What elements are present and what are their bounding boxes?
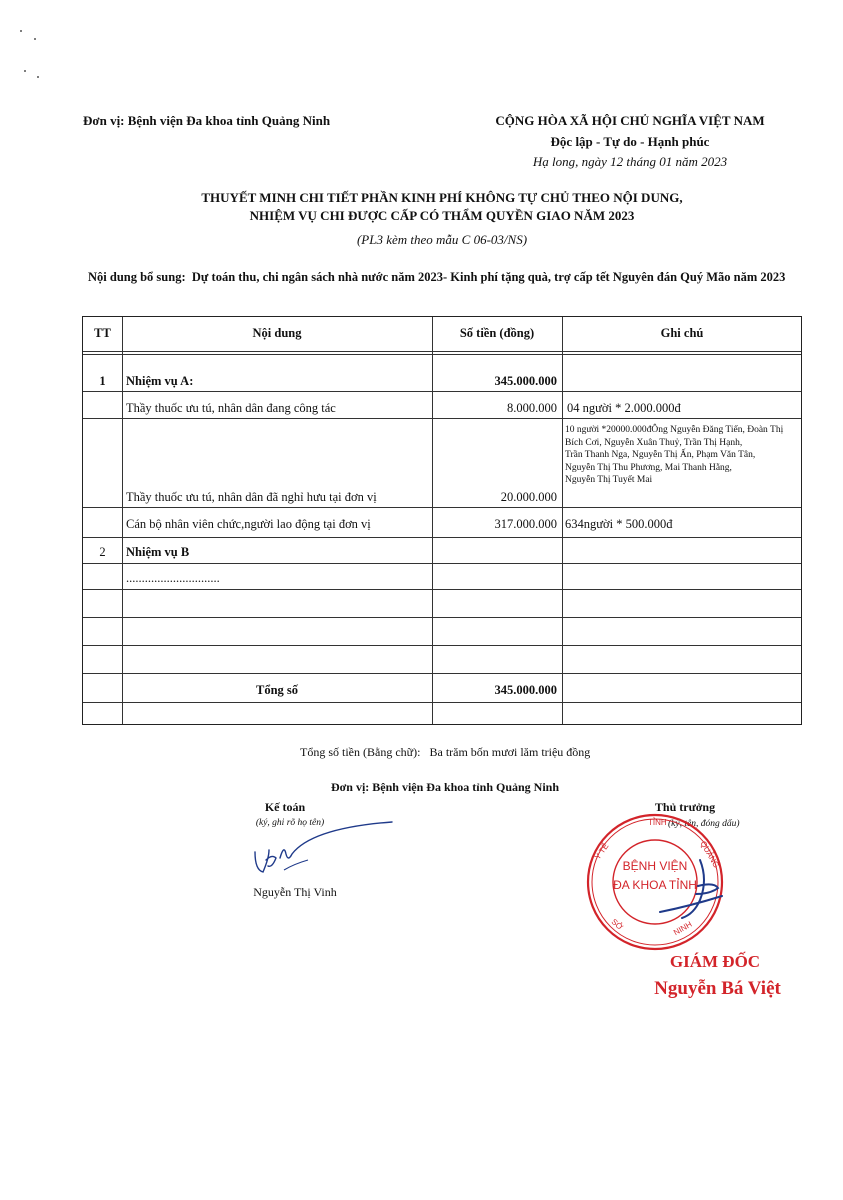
total-words-value: Ba trăm bốn mươi lăm triệu đồng — [429, 745, 591, 759]
row-divider — [83, 589, 801, 590]
task-a-label: Nhiệm vụ A: — [126, 374, 194, 388]
task-b-tt: 2 — [99, 545, 106, 559]
seal-line1: BỆNH VIỆN — [622, 859, 688, 873]
budget-table — [82, 316, 802, 725]
scan-dot — [34, 38, 36, 40]
header-country: CỘNG HÒA XÃ HỘI CHỦ NGHĨA VIỆT NAM — [495, 113, 765, 128]
task-b-label: Nhiệm vụ B — [126, 545, 190, 559]
doc-title-line2: NHIỆM VỤ CHI ĐƯỢC CẤP CÓ THẨM QUYỀN GIAO NĂM 2023 — [249, 208, 635, 223]
seal-ring-right: QUẢNG — [698, 839, 721, 870]
row-divider — [83, 351, 801, 352]
seal-ring-bottom-left: SỞ — [609, 917, 625, 932]
accountant-hint: (ký, ghi rõ họ tên) — [255, 818, 325, 828]
supplement-text: Dự toán thu, chi ngân sách nhà nước năm 2023- Kinh phí tặng quà, trợ cấp tết Nguyên đán Quý Mão năm 2023 — [191, 270, 786, 284]
row-divider — [83, 645, 801, 646]
supplement-line — [88, 270, 785, 285]
director-signature — [640, 850, 740, 930]
director-hint: (ký, tên, đóng dấu) — [668, 819, 740, 829]
scan-dot — [20, 30, 22, 32]
row1-content: Thầy thuốc ưu tú, nhân dân đang công tác — [126, 401, 336, 415]
row2-note: 10 người *20000.000đÔng Nguyễn Đăng Tiến, Đoàn Thị Bích Cơi, Nguyễn Xuân Thuỷ, Trần Thị Hạnh, Trần Thanh Nga, Nguyễn Thị Ấn, Phạm Văn Tân, Nguyễn Thị Thu Phương, Mai Thanh Hằng, Nguyễn Thị Tuyết Mai — [565, 425, 784, 485]
row-divider — [83, 391, 801, 392]
director-position: GIÁM ĐỐC — [669, 952, 761, 971]
total-words-label: Tổng số tiền (Bằng chữ): — [300, 745, 421, 759]
row-divider — [83, 617, 801, 618]
row2-amount: 20.000.000 — [500, 490, 557, 504]
director-name: Nguyễn Bá Việt — [654, 978, 781, 999]
task-a-tt: 1 — [99, 374, 106, 388]
row3-content: Cán bộ nhân viên chức,người lao động tại đơn vị — [126, 517, 371, 531]
seal-ring-top: TỈNH — [648, 818, 667, 827]
row3-note: 634người * 500.000đ — [565, 517, 673, 531]
header-unit: Đơn vị: Bệnh viện Đa khoa tỉnh Quảng Ninh — [83, 113, 331, 128]
doc-subtitle: (PL3 kèm theo mẫu C 06-03/NS) — [356, 232, 528, 247]
supplement-label: Nội dung bổ sung: — [88, 270, 186, 284]
row2-content: Thầy thuốc ưu tú, nhân dân đã nghỉ hưu tại đơn vị — [126, 490, 377, 504]
task-a-amount: 345.000.000 — [494, 374, 557, 388]
seal-ring-bottom: NINH — [672, 919, 694, 938]
th-amount: Số tiền (đồng) — [459, 326, 535, 340]
row1-amount: 8.000.000 — [507, 401, 557, 415]
header-date: Hạ long, ngày 12 tháng 01 năm 2023 — [532, 154, 728, 169]
row3-amount: 317.000.000 — [494, 517, 557, 531]
total-amount: 345.000.000 — [494, 683, 557, 697]
row-divider — [83, 507, 801, 508]
accountant-name: Nguyễn Thị Vinh — [253, 885, 337, 899]
accountant-title: Kế toán — [264, 800, 306, 814]
th-tt: TT — [94, 326, 111, 340]
director-title: Thủ trưởng — [654, 800, 716, 814]
seal-line2: ĐA KHOA TỈNH — [613, 878, 697, 892]
row1-note: 04 người * 2.000.000đ — [567, 401, 681, 415]
row-divider — [83, 563, 801, 564]
header-motto: Độc lập - Tự do - Hạnh phúc — [550, 134, 710, 149]
footer-unit: Đơn vị: Bệnh viện Đa khoa tỉnh Quảng Ninh — [330, 780, 560, 794]
th-note: Ghi chú — [660, 326, 704, 340]
row-divider — [83, 418, 801, 419]
total-in-words — [300, 745, 590, 760]
th-content: Nội dung — [252, 326, 302, 340]
row-divider — [83, 537, 801, 538]
row-divider — [83, 354, 801, 355]
placeholder-dots: .............................. — [126, 571, 220, 585]
scan-dot — [37, 76, 39, 78]
row-divider — [83, 673, 801, 674]
accountant-signature — [240, 812, 400, 882]
col-divider — [562, 317, 563, 724]
doc-title-line1: THUYẾT MINH CHI TIẾT PHẦN KINH PHÍ KHÔNG TỰ CHỦ THEO NỘI DUNG, — [201, 190, 683, 205]
row-divider — [83, 702, 801, 703]
scan-dot — [24, 70, 26, 72]
seal-ring-left: Y TẾ — [593, 841, 611, 862]
total-label: Tổng số — [255, 683, 299, 697]
col-divider — [122, 317, 123, 724]
